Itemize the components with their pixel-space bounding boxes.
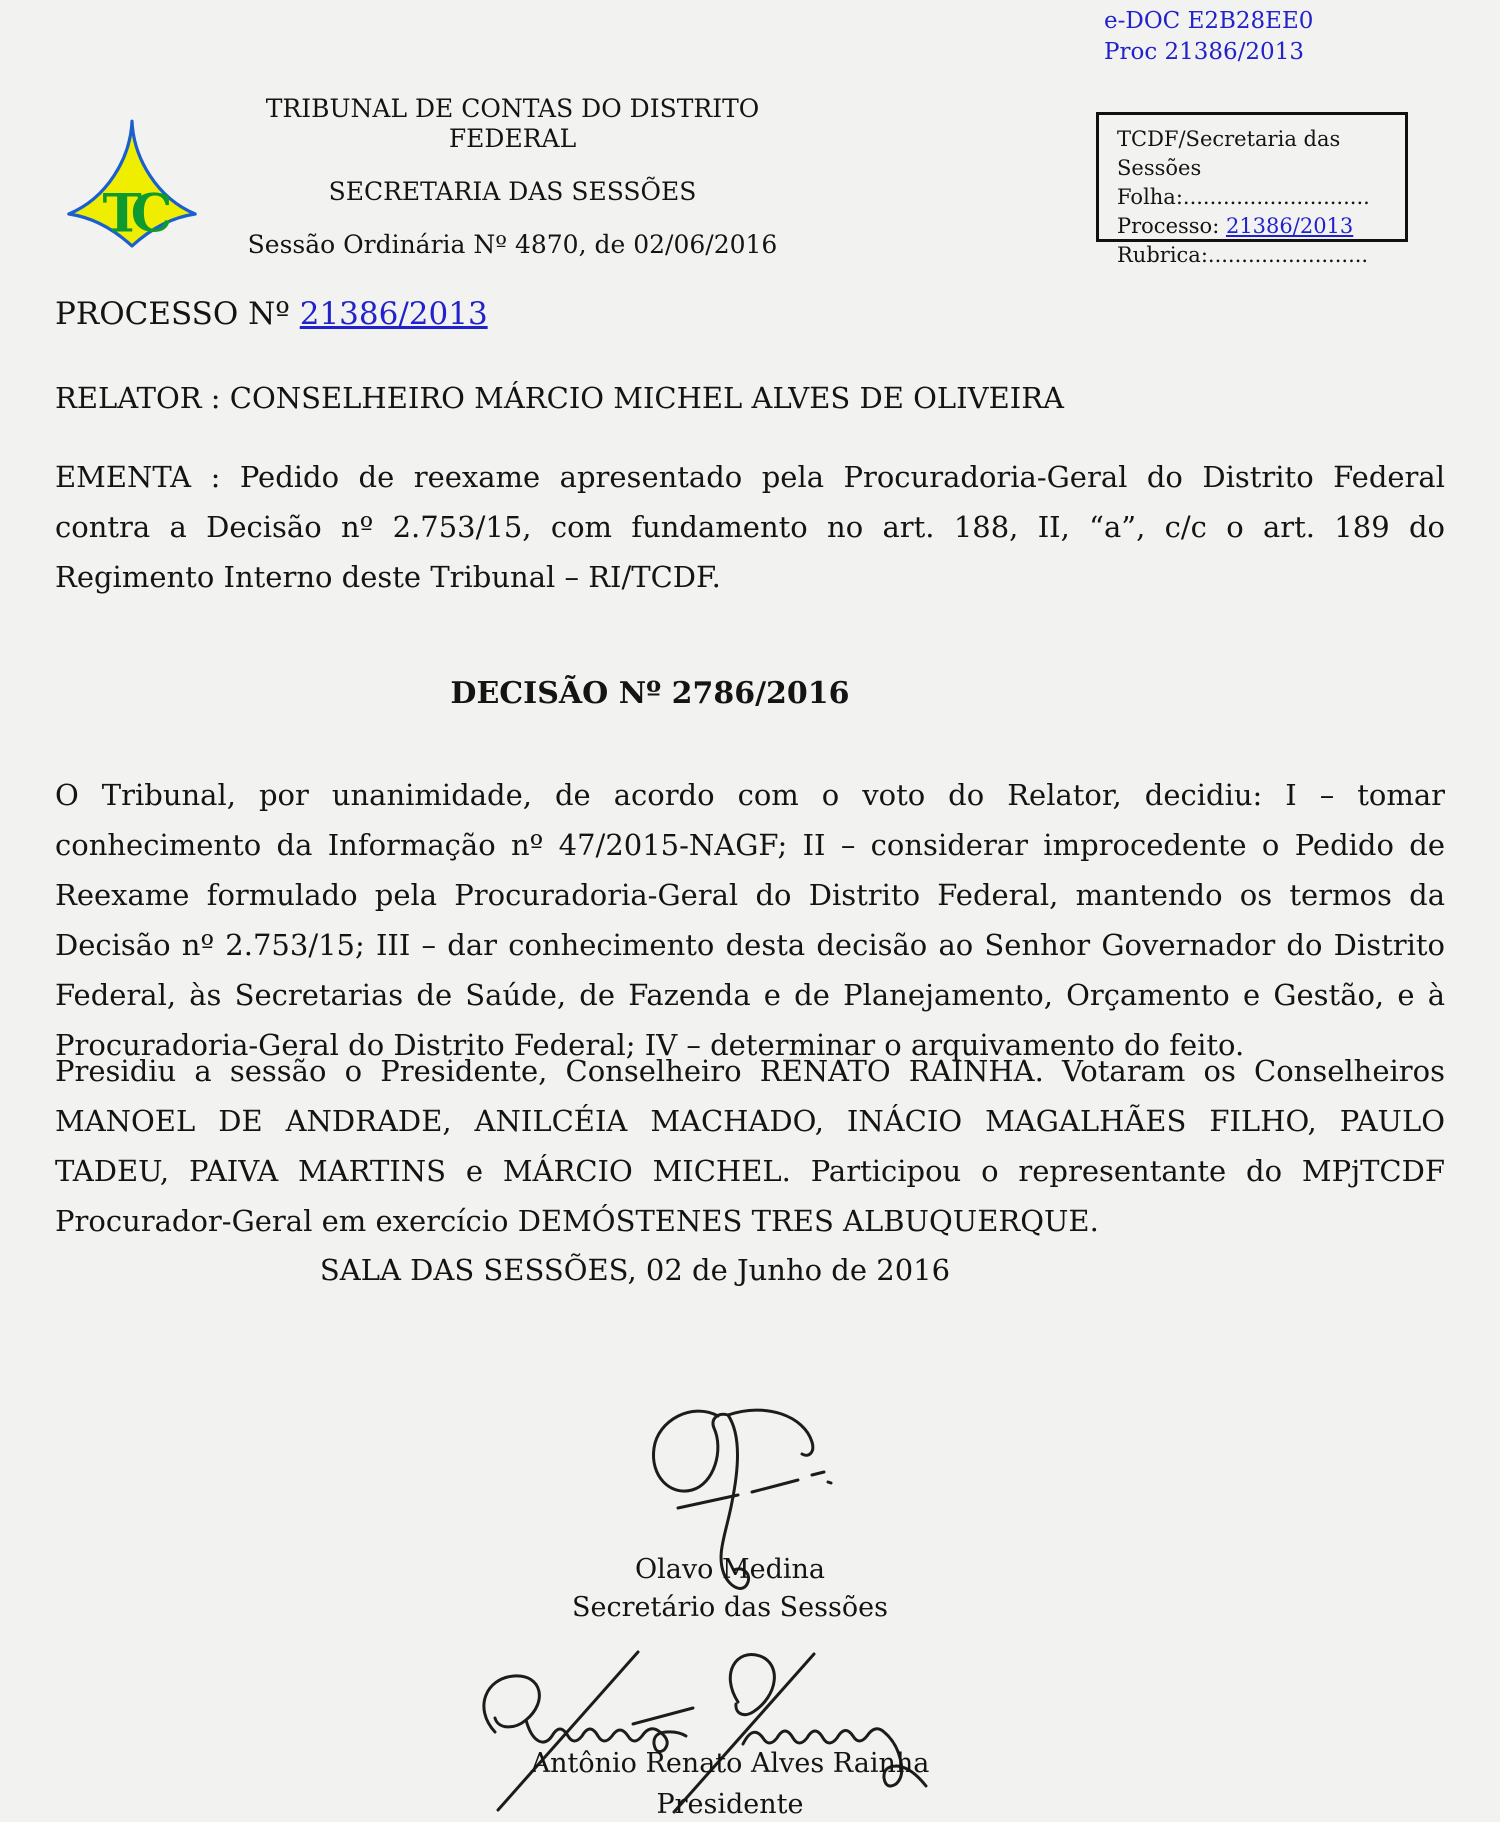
decision-title: DECISÃO Nº 2786/2016 — [450, 676, 850, 711]
process-number-link[interactable]: 21386/2013 — [299, 296, 488, 332]
ementa-paragraph: EMENTA : Pedido de reexame apresentado pela Procuradoria-Geral do Distrito Federal contra a Decisão nº 2.753/15, com fundamento no art. 188, II, “a”, c/c o art. 189 do Regimento Interno deste Tribunal – RI/TCDF. — [55, 460, 1445, 594]
signatory-name: Antônio Renato Alves Rainha — [530, 1748, 930, 1779]
stamp-box-rubrica: Rubrica:........................ — [1117, 243, 1369, 267]
stamp-box — [1096, 112, 1408, 267]
place-date-line: SALA DAS SESSÕES, 02 de Junho de 2016 — [319, 1253, 951, 1287]
decision-body-paragraph: O Tribunal, por unanimidade, de acordo com o voto do Relator, decidiu: I – tomar conhecimento da Informação nº 47/2015-NAGF; II – considerar improcedente o Pedido de Reexame formulado pela Procuradoria-Geral do Distrito Federal, mantendo os termos da Decisão nº 2.753/15; III – dar conhecimento desta decisão ao Senhor Governador do Distrito Federal, às Secretarias de Saúde, de Fazenda e de Planejamento, Orçamento e Gestão, e à Procuradoria-Geral do Distrito Federal; IV – determinar o arquivamento do feito. — [55, 778, 1445, 1062]
dept-title: SECRETARIA DAS SESSÕES — [328, 177, 697, 206]
edoc-id: e-DOC E2B28EE0 — [1104, 8, 1314, 34]
signatory-role: Secretário das Sessões — [572, 1592, 888, 1623]
stamp-box-processo-link[interactable]: 21386/2013 — [1225, 214, 1354, 238]
logo-letters: TC — [102, 182, 162, 245]
org-title: TRIBUNAL DE CONTAS DO DISTRITO FEDERAL — [265, 94, 760, 153]
relator-line: RELATOR : CONSELHEIRO MÁRCIO MICHEL ALVES DE OLIVEIRA — [55, 381, 1064, 415]
session-title: Sessão Ordinária Nº 4870, de 02/06/2016 — [247, 230, 778, 259]
tcdf-logo-icon — [64, 114, 200, 254]
stamp-box-processo-label: Processo: — [1117, 214, 1226, 238]
stamp-box-title: TCDF/Secretaria das Sessões — [1117, 127, 1341, 180]
signatory-role: Presidente — [656, 1789, 804, 1820]
attendance-paragraph: Presidiu a sessão o Presidente, Conselheiro RENATO RAINHA. Votaram os Conselheiros MANOEL DE ANDRADE, ANILCÉIA MACHADO, INÁCIO MAGALHÃES FILHO, PAULO TADEU, PAIVA MARTINS e MÁRCIO MICHEL. Participou o representante do MPjTCDF Procurador-Geral em exercício DEMÓSTENES TRES ALBUQUERQUE. — [55, 1054, 1445, 1238]
stamp-box-folha: Folha:............................ — [1117, 185, 1370, 209]
process-number-line — [55, 296, 488, 332]
edoc-proc: Proc 21386/2013 — [1104, 39, 1304, 65]
stamp-box-processo-row — [1117, 212, 1399, 241]
signatory-name: Olavo Medina — [635, 1554, 825, 1585]
process-label: PROCESSO Nº — [55, 296, 300, 332]
edoc-stamp — [1104, 6, 1313, 68]
document-header — [240, 94, 785, 283]
